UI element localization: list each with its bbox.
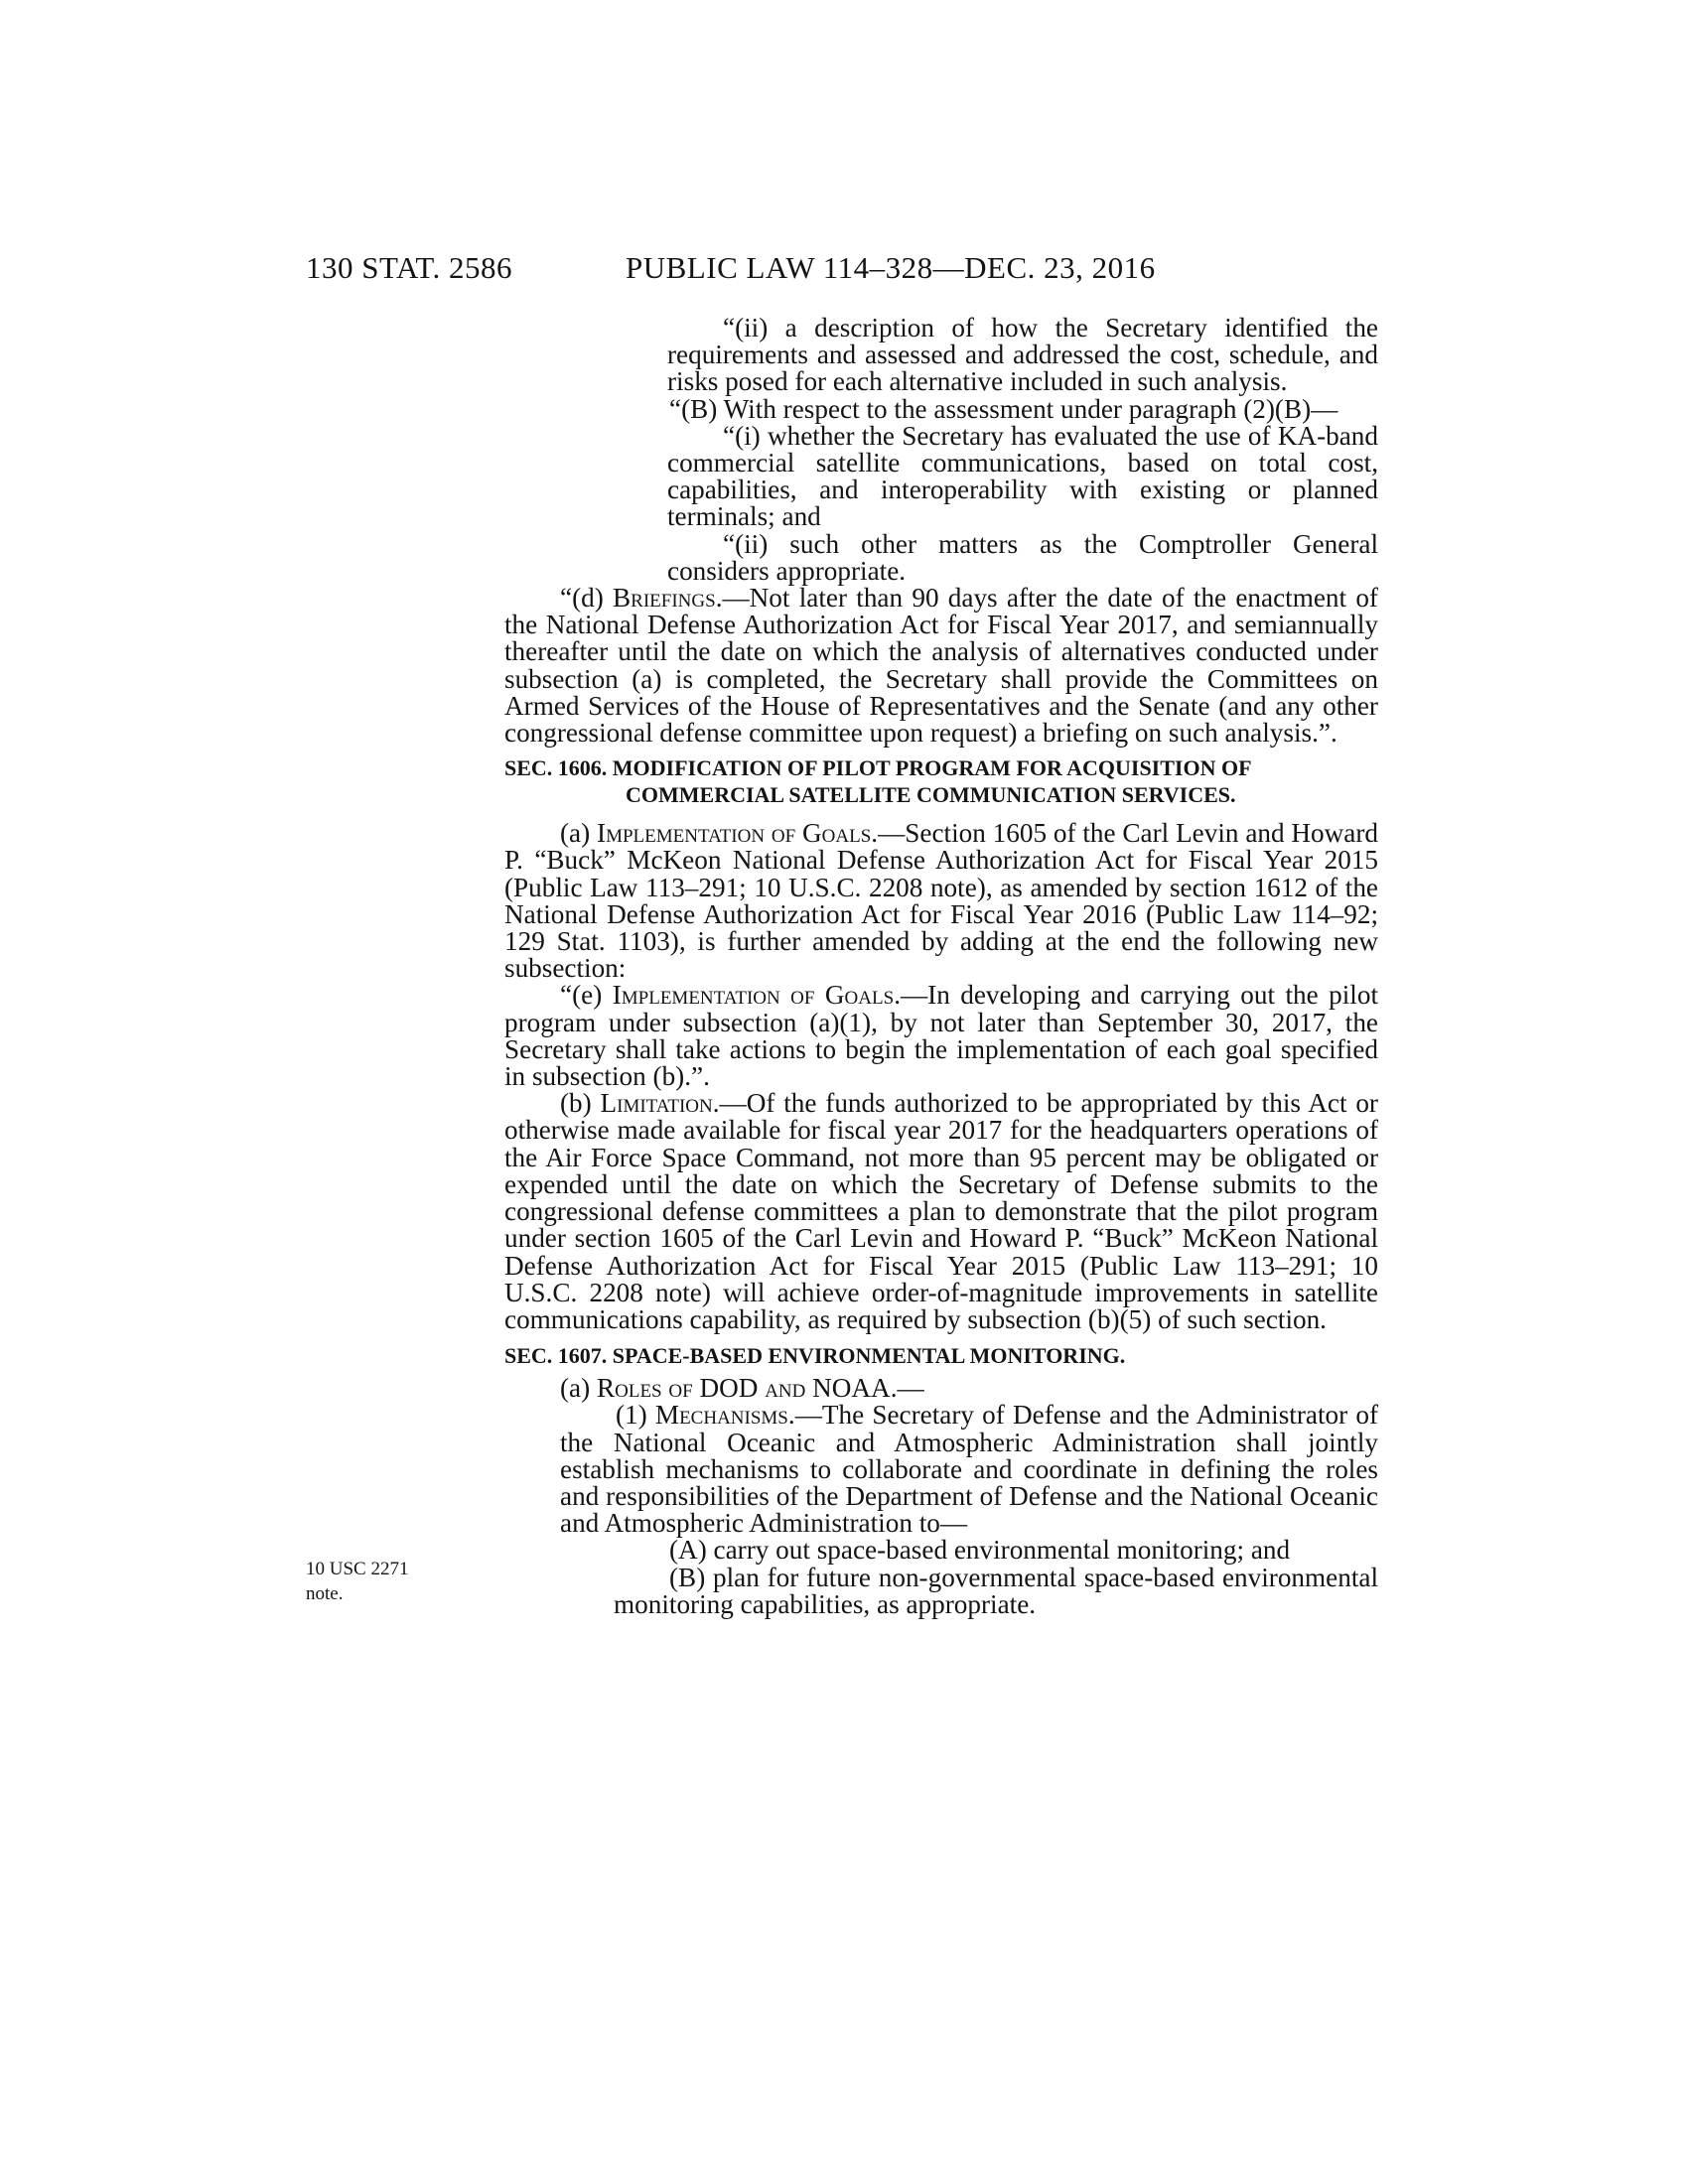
section-1606-heading [504,754,1378,808]
clause-ii-description: “(ii) a description of how the Secretary identified the requirements and assessed and addressed the cost, schedule, and risks posed for each alternative included in such analysis. [667,313,1378,397]
subparagraph-b-plan: (B) plan for future non-governmental space-based environmental monitoring capabilities, as appropriate. [614,1562,1378,1619]
subsection-b-label: (b) [560,1088,601,1119]
paragraph-1-text: .—The Secretary of Defense and the Administrator of the National Oceanic and Atmospheric Administration shall jointly establish mechanisms to collaborate and coordinate in defining the roles and responsibilities of the Department of Defense and the National Oceanic and Atmospheric Administration to— [560,1400,1378,1539]
subsection-d-briefings [504,585,1378,747]
text-column [504,315,1378,1618]
paragraph-1-heading: Mechanisms [654,1400,788,1431]
clause-ii-other-matters: “(ii) such other matters as the Comptroller General considers appropriate. [667,528,1378,586]
subsection-a-roles-heading: Roles of DOD and NOAA [596,1373,891,1404]
subparagraph-a-carry-out: (A) carry out space-based environmental monitoring; and [669,1535,1291,1566]
paragraph-1-mechanisms [504,1402,1378,1537]
paragraph-1-label: (1) [616,1400,655,1431]
subsection-a-roles-text: .— [890,1373,924,1404]
public-law-title: PUBLIC LAW 114–328—DEC. 23, 2016 [626,250,1156,285]
subsection-a-label: (a) [560,818,598,849]
subparagraph-b-assessment: “(B) With respect to the assessment under paragraph (2)(B)— [669,393,1338,424]
statute-citation: 130 STAT. 2586 [306,250,513,285]
subsection-e-heading: Implementation of Goals [612,980,895,1011]
margin-note [306,1557,455,1606]
subsection-d-heading: Briefings [613,583,716,614]
subsection-b-limitation [504,1090,1378,1333]
section-1607-heading-text: SEC. 1607. SPACE-BASED ENVIRONMENTAL MONITORING. [504,1343,1126,1369]
subsection-a-roles-label: (a) [560,1373,597,1404]
subsection-a-text: .—Section 1605 of the Carl Levin and Howard P. “Buck” McKeon National Defense Authorization Act for Fiscal Year 2015 (Public Law 113–291; 10 U.S.C. 2208 note), as amended by section 1612 of the National Defense Authorization Act for Fiscal Year 2016 (Public Law 114–92; 129 Stat. 1103), is further amended by adding at the end the following new subsection: [504,818,1379,984]
margin-note-line2: note. [306,1583,344,1604]
section-1606-heading-line1: SEC. 1606. MODIFICATION OF PILOT PROGRAM FOR ACQUISITION OF [504,755,1252,781]
running-head [306,248,1398,288]
subsection-e-implementation [504,982,1378,1090]
section-1607-heading [504,1342,1378,1369]
subsection-a-implementation [504,820,1378,982]
subsection-b-heading: Limitation [600,1088,713,1119]
section-1606-heading-line2: COMMERCIAL SATELLITE COMMUNICATION SERVICES. [626,782,1236,808]
subsection-d-label: “(d) [560,583,614,614]
clause-i-ka-band: “(i) whether the Secretary has evaluated the use of KA-band commercial satellite communications, based on total cost, capabilities, and interoperability with existing or planned terminals; and [667,420,1378,532]
subsection-e-text: .—In developing and carrying out the pilot program under subsection (a)(1), by not later than September 30, 2017, the Secretary shall take actions to begin the implementation of each goal specified in subsection (b).”. [504,980,1378,1092]
margin-note-line1: 10 USC 2271 [306,1559,409,1579]
subsection-b-text: .—Of the funds authorized to be appropriated by this Act or otherwise made available for fiscal year 2017 for the headquarters operations of the Air Force Space Command, not more than 95 percent may be obligated or expended until the date on which the Secretary of Defense submits to the congressional defense committees a plan to demonstrate that the pilot program under section 1605 of the Carl Levin and Howard P. “Buck” McKeon National Defense Authorization Act for Fiscal Year 2015 (Public Law 113–291; 10 U.S.C. 2208 note) will achieve order-of-magnitude improvements in satellite communications capability, as required by subsection (b)(5) of such section. [504,1088,1378,1334]
subsection-e-label: “(e) [560,980,613,1011]
subsection-a-roles [504,1375,1378,1402]
subsection-d-text: .—Not later than 90 days after the date of the enactment of the National Defense Authorization Act for Fiscal Year 2017, and semiannually thereafter until the date on which the analysis of alternatives conducted under subsection (a) is completed, the Secretary shall provide the Committees on Armed Services of the House of Representatives and the Senate (and any other congressional defense committee upon request) a briefing on such analysis.”. [504,583,1378,749]
subsection-a-heading: Implementation of Goals [597,818,872,849]
